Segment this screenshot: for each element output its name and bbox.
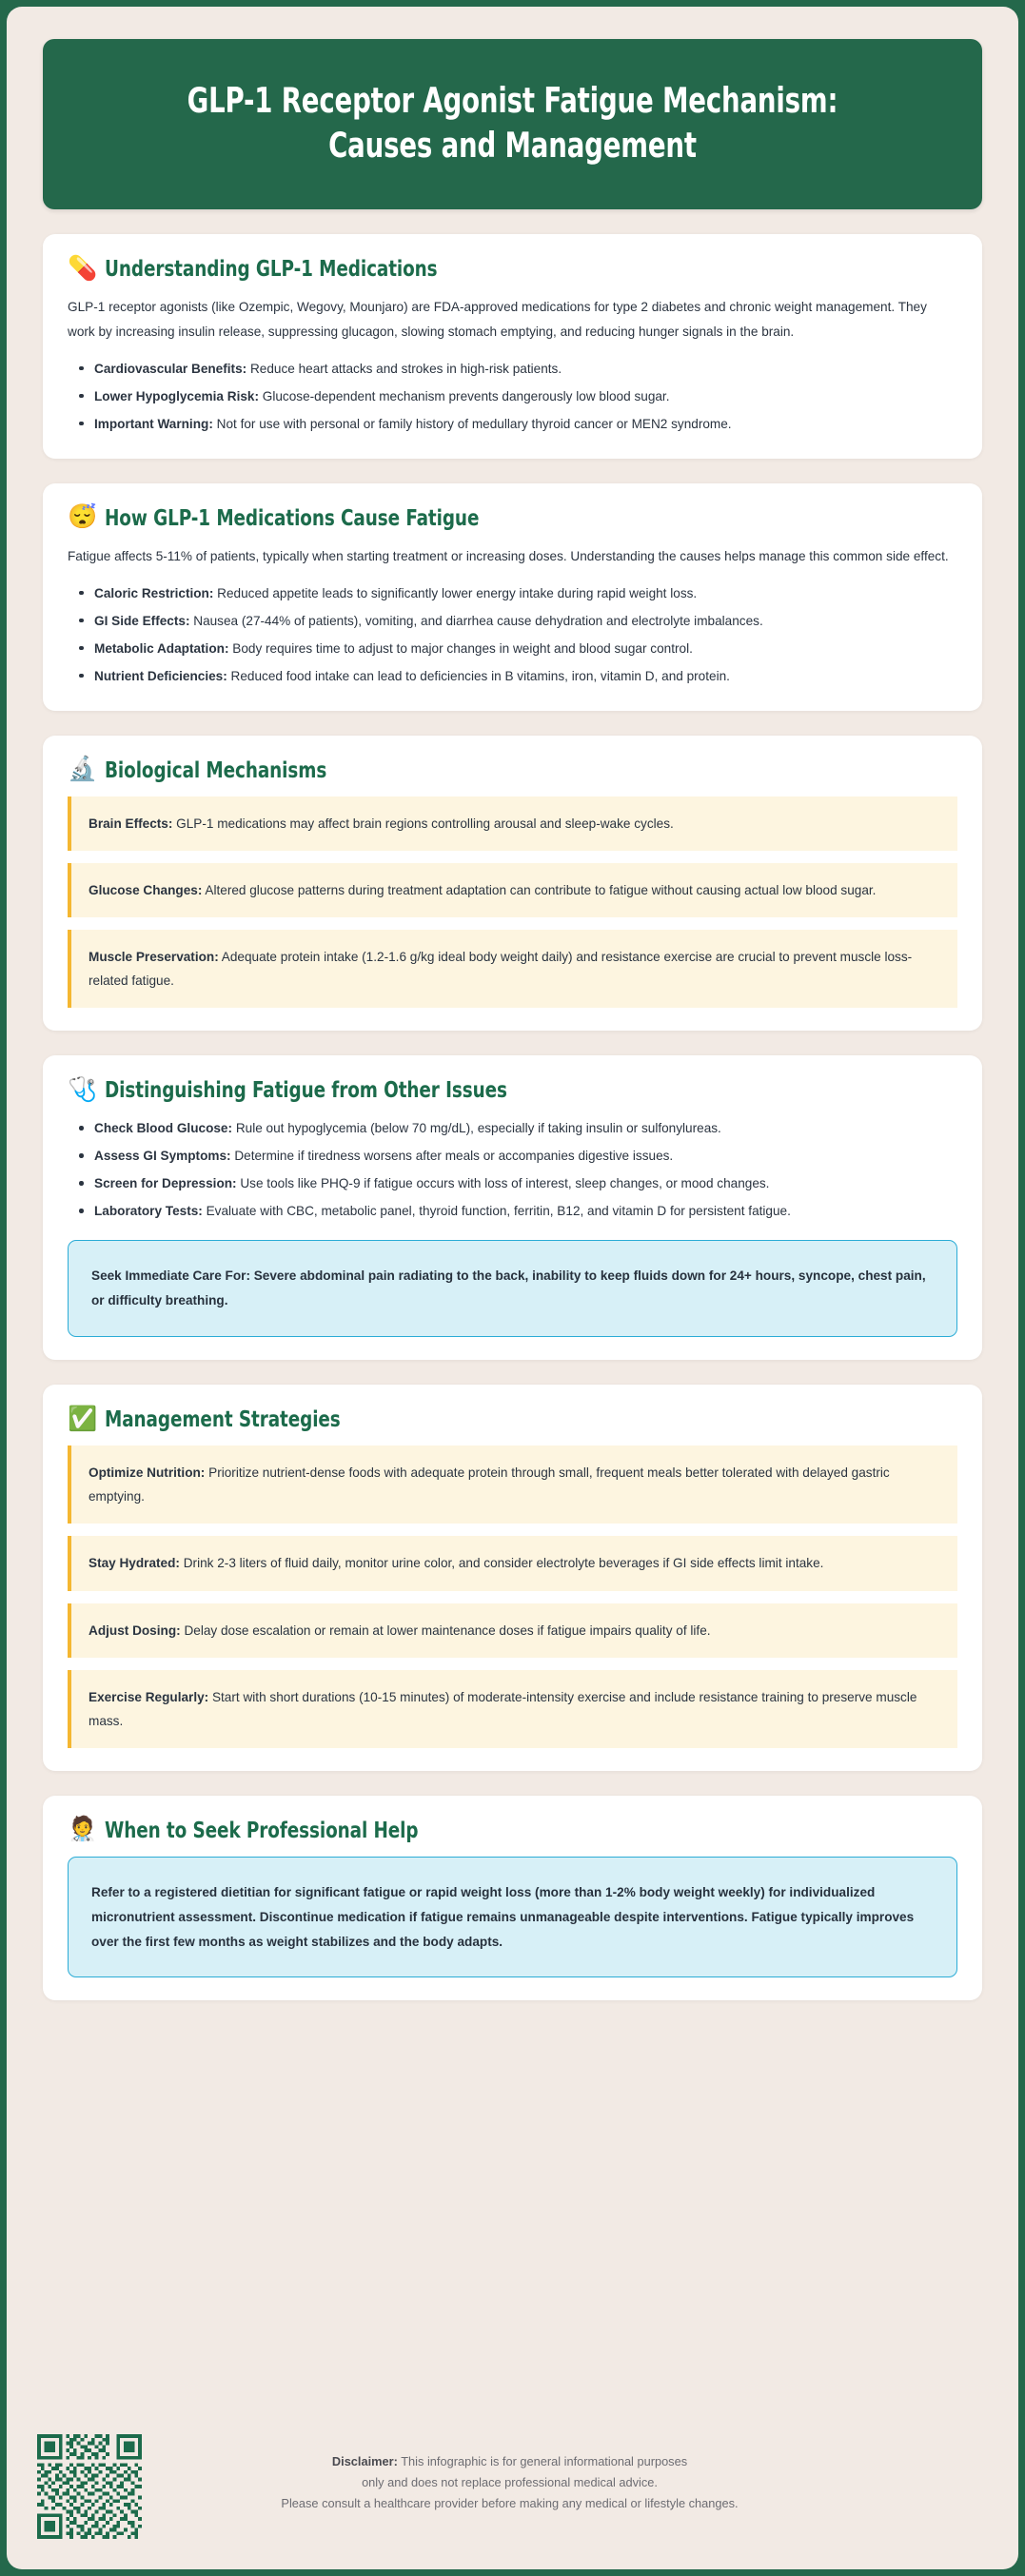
highlight-text: Start with short durations (10-15 minutes) of moderate-intensity exercise and include resistance training to preserve muscle mass. [89,1689,917,1728]
section-understanding-glp1 [43,234,982,458]
section-title: Distinguishing Fatigue from Other Issues [105,1076,507,1104]
disclaimer-line-3: Please consult a healthcare provider before making any medical or lifestyle changes. [281,2496,739,2510]
section-management-strategies [43,1385,982,1771]
highlight-label: Exercise Regularly: [89,1689,209,1704]
highlight-label: Adjust Dosing: [89,1622,181,1638]
header-banner [43,39,982,209]
section-title: Management Strategies [105,1406,341,1433]
section-title: Understanding GLP-1 Medications [105,255,438,283]
highlight-label: Glucose Changes: [89,883,203,897]
bullet-text: Determine if tiredness worsens after meals or accompanies digestive issues. [234,1149,674,1164]
footer [33,2419,992,2569]
check-mark-icon: ✅ [68,1405,98,1432]
highlight-text: Altered glucose patterns during treatment adaptation can contribute to fatigue without causing actual low blood sugar. [205,883,877,897]
highlight-text: Prioritize nutrient-dense foods with adequate protein through small, frequent meals better tolerated with delayed gastric emptying. [89,1465,890,1504]
bullet-text: Reduced food intake can lead to deficiencies in B vitamins, iron, vitamin D, and protein. [230,668,730,683]
section-distinguishing-fatigue [43,1055,982,1360]
bullet-label: Assess GI Symptoms: [94,1149,231,1164]
bullet-label: Screen for Depression: [94,1176,237,1191]
poster-content [7,7,1018,2569]
sleepy-face-icon: 😴 [68,503,98,531]
list-item [92,1199,957,1223]
section-how-fatigue [43,483,982,711]
bullet-list [68,1116,957,1223]
highlight-text: Delay dose escalation or remain at lower maintenance doses if fatigue impairs quality of life. [184,1622,711,1638]
list-item [92,581,957,605]
highlight-label: Muscle Preservation: [89,950,219,965]
disclaimer-label: Disclaimer: [331,2454,398,2468]
highlight-label: Optimize Nutrition: [89,1465,206,1481]
highlight-text: Adequate protein intake (1.2-1.6 g/kg ideal body weight daily) and resistance exercise are crucial to prevent muscle loss-related fatigue. [89,950,913,989]
list-item [92,609,957,633]
list-item [92,1171,957,1195]
highlight-label: Brain Effects: [89,816,173,831]
professional-help-alert: Refer to a registered dietitian for significant fatigue or rapid weight loss (more than 1-2% body weight weekly) for individualized micronutrient assessment. Discontinue medication if fatigue remains unmanageable despite interventions. Fatigue typically improves over the first few months as weight stabilizes and the body adapts. [68,1857,957,1977]
bullet-text: Nausea (27-44% of patients), vomiting, and diarrhea cause dehydration and electrolyte imbalances. [193,613,763,628]
section-title: Biological Mechanisms [105,756,327,783]
bullet-text: Not for use with personal or family history of medullary thyroid cancer or MEN2 syndrome. [216,416,732,431]
highlight-row [68,1670,957,1748]
disclaimer-line-1 [104,2451,916,2472]
bullet-label: Cardiovascular Benefits: [94,361,247,376]
section-header [68,504,957,531]
highlight-row [68,1445,957,1524]
urgent-care-alert: Seek Immediate Care For: Severe abdominal pain radiating to the back, inability to keep fluids down for 24+ hours, syncope, chest pain, or difficulty breathing. [68,1240,957,1337]
bullet-list [68,581,957,688]
disclaimer-text [104,2434,916,2514]
bullet-label: Caloric Restriction: [94,585,214,600]
section-header [68,1817,957,1843]
list-item [92,357,957,381]
bullet-label: Check Blood Glucose: [94,1121,233,1136]
bullet-text: Reduce heart attacks and strokes in high-risk patients. [249,361,562,376]
highlight-row [68,1536,957,1590]
bullet-label: Important Warning: [94,416,213,431]
section-title: When to Seek Professional Help [105,1816,419,1843]
page-title: GLP-1 Receptor Agonist Fatigue Mechanism: Causes and Management [187,80,838,166]
list-item [92,664,957,688]
highlight-text: Drink 2-3 liters of fluid daily, monitor urine color, and consider electrolyte beverages if GI side effects limit intake. [183,1556,824,1571]
bullet-text: Rule out hypoglycemia (below 70 mg/dL), especially if taking insulin or sulfonylureas. [235,1121,721,1136]
bullet-label: Lower Hypoglycemia Risk: [94,388,259,403]
section-paragraph: GLP-1 receptor agonists (like Ozempic, Wegovy, Mounjaro) are FDA-approved medications for type 2 diabetes and chronic weight management. They work by increasing insulin release, suppressing glucagon, slowing stomach emptying, and reducing hunger signals in the brain. [68,300,927,339]
stethoscope-icon: 🩺 [68,1075,98,1103]
bullet-text: Use tools like PHQ-9 if fatigue occurs with loss of interest, sleep changes, or mood changes. [240,1176,770,1191]
list-item [92,412,957,436]
microscope-icon: 🔬 [68,756,98,783]
highlight-row [68,796,957,851]
doctor-icon: 🧑‍⚕️ [68,1816,98,1843]
list-item [92,1144,957,1168]
section-header [68,1076,957,1103]
section-header [68,255,957,282]
highlight-row [68,863,957,917]
disclaimer-line-1-text: This infographic is for general informational purposes [397,2454,688,2468]
list-item [92,637,957,660]
section-header [68,1406,957,1432]
highlight-row [68,930,957,1008]
section-paragraph: Fatigue affects 5-11% of patients, typically when starting treatment or increasing doses. Understanding the causes helps manage this common side effect. [68,548,949,563]
disclaimer-line-2: only and does not replace professional medical advice. [362,2475,658,2489]
highlight-row [68,1603,957,1658]
section-seek-professional-help [43,1796,982,2000]
bullet-label: Laboratory Tests: [94,1204,203,1219]
section-title: How GLP-1 Medications Cause Fatigue [105,503,480,531]
bullet-text: Reduced appetite leads to significantly lower energy intake during rapid weight loss. [217,585,698,600]
bullet-label: GI Side Effects: [94,613,190,628]
highlight-text: GLP-1 medications may affect brain regions controlling arousal and sleep-wake cycles. [176,816,674,831]
bullet-text: Body requires time to adjust to major changes in weight and blood sugar control. [232,640,693,656]
bullet-label: Nutrient Deficiencies: [94,668,227,683]
bullet-text: Evaluate with CBC, metabolic panel, thyroid function, ferritin, B12, and vitamin D for persistent fatigue. [206,1204,791,1219]
list-item [92,1116,957,1140]
pill-icon: 💊 [68,254,98,282]
bullet-label: Metabolic Adaptation: [94,640,229,656]
section-header [68,757,957,783]
bullet-list [68,357,957,436]
list-item [92,384,957,408]
highlight-label: Stay Hydrated: [89,1556,180,1571]
section-biological-mechanisms [43,736,982,1032]
bullet-text: Glucose-dependent mechanism prevents dangerously low blood sugar. [262,388,670,403]
